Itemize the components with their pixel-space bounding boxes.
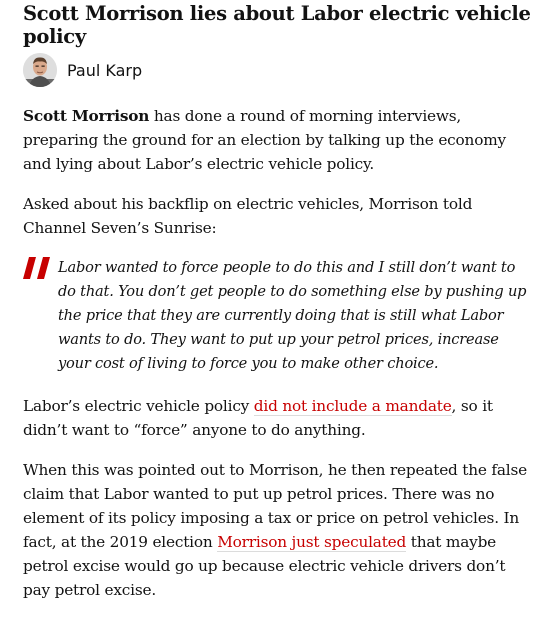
pull-quote xyxy=(23,256,533,376)
paragraph-intro xyxy=(23,104,533,176)
byline xyxy=(23,53,533,87)
paragraph-false-claim-text-before: When this was pointed out to Morrison, he then repeated the false claim that Labor wanted to put up petrol prices. There was no element of its policy imposing a tax or price on petrol vehicles. In fact, at the 2019 election xyxy=(23,461,527,551)
paragraph-intro-text: has done a round of morning interviews, preparing the ground for an election by talking up the economy and lying about Labor’s electric vehicle policy. xyxy=(23,107,506,173)
paragraph-policy xyxy=(23,394,533,442)
subject-name: Scott Morrison xyxy=(23,107,150,125)
paragraph-false-claim xyxy=(23,458,533,602)
paragraph-policy-text-before: Labor’s electric vehicle policy xyxy=(23,397,254,415)
quotation-mark-icon xyxy=(23,257,51,284)
article xyxy=(23,0,533,602)
author-avatar[interactable] xyxy=(23,53,57,87)
paragraph-policy-text-after: , so it didn’t want to “force” anyone to do anything. xyxy=(23,397,493,439)
speculated-link[interactable]: Morrison just speculated xyxy=(217,533,407,551)
author-photo-icon xyxy=(23,53,57,87)
headline: Scott Morrison lies about Labor electric vehicle policy xyxy=(23,2,531,48)
paragraph-false-claim-text-after: that maybe petrol excise would go up because electric vehicle drivers don’t pay petrol excise. xyxy=(23,533,506,599)
author-name[interactable]: Paul Karp xyxy=(67,60,143,80)
paragraph-context: Asked about his backflip on electric vehicles, Morrison told Channel Seven’s Sunrise: xyxy=(23,195,473,237)
quote-text: Labor wanted to force people to do this and I still don’t want to do that. You don’t get people to do something else by pushing up the price that they are currently doing that is still what Labor wants to do. They want to put up your petrol prices, increase your cost of living to force you to make other choice. xyxy=(58,259,527,372)
mandate-link[interactable]: did not include a mandate xyxy=(253,397,452,415)
